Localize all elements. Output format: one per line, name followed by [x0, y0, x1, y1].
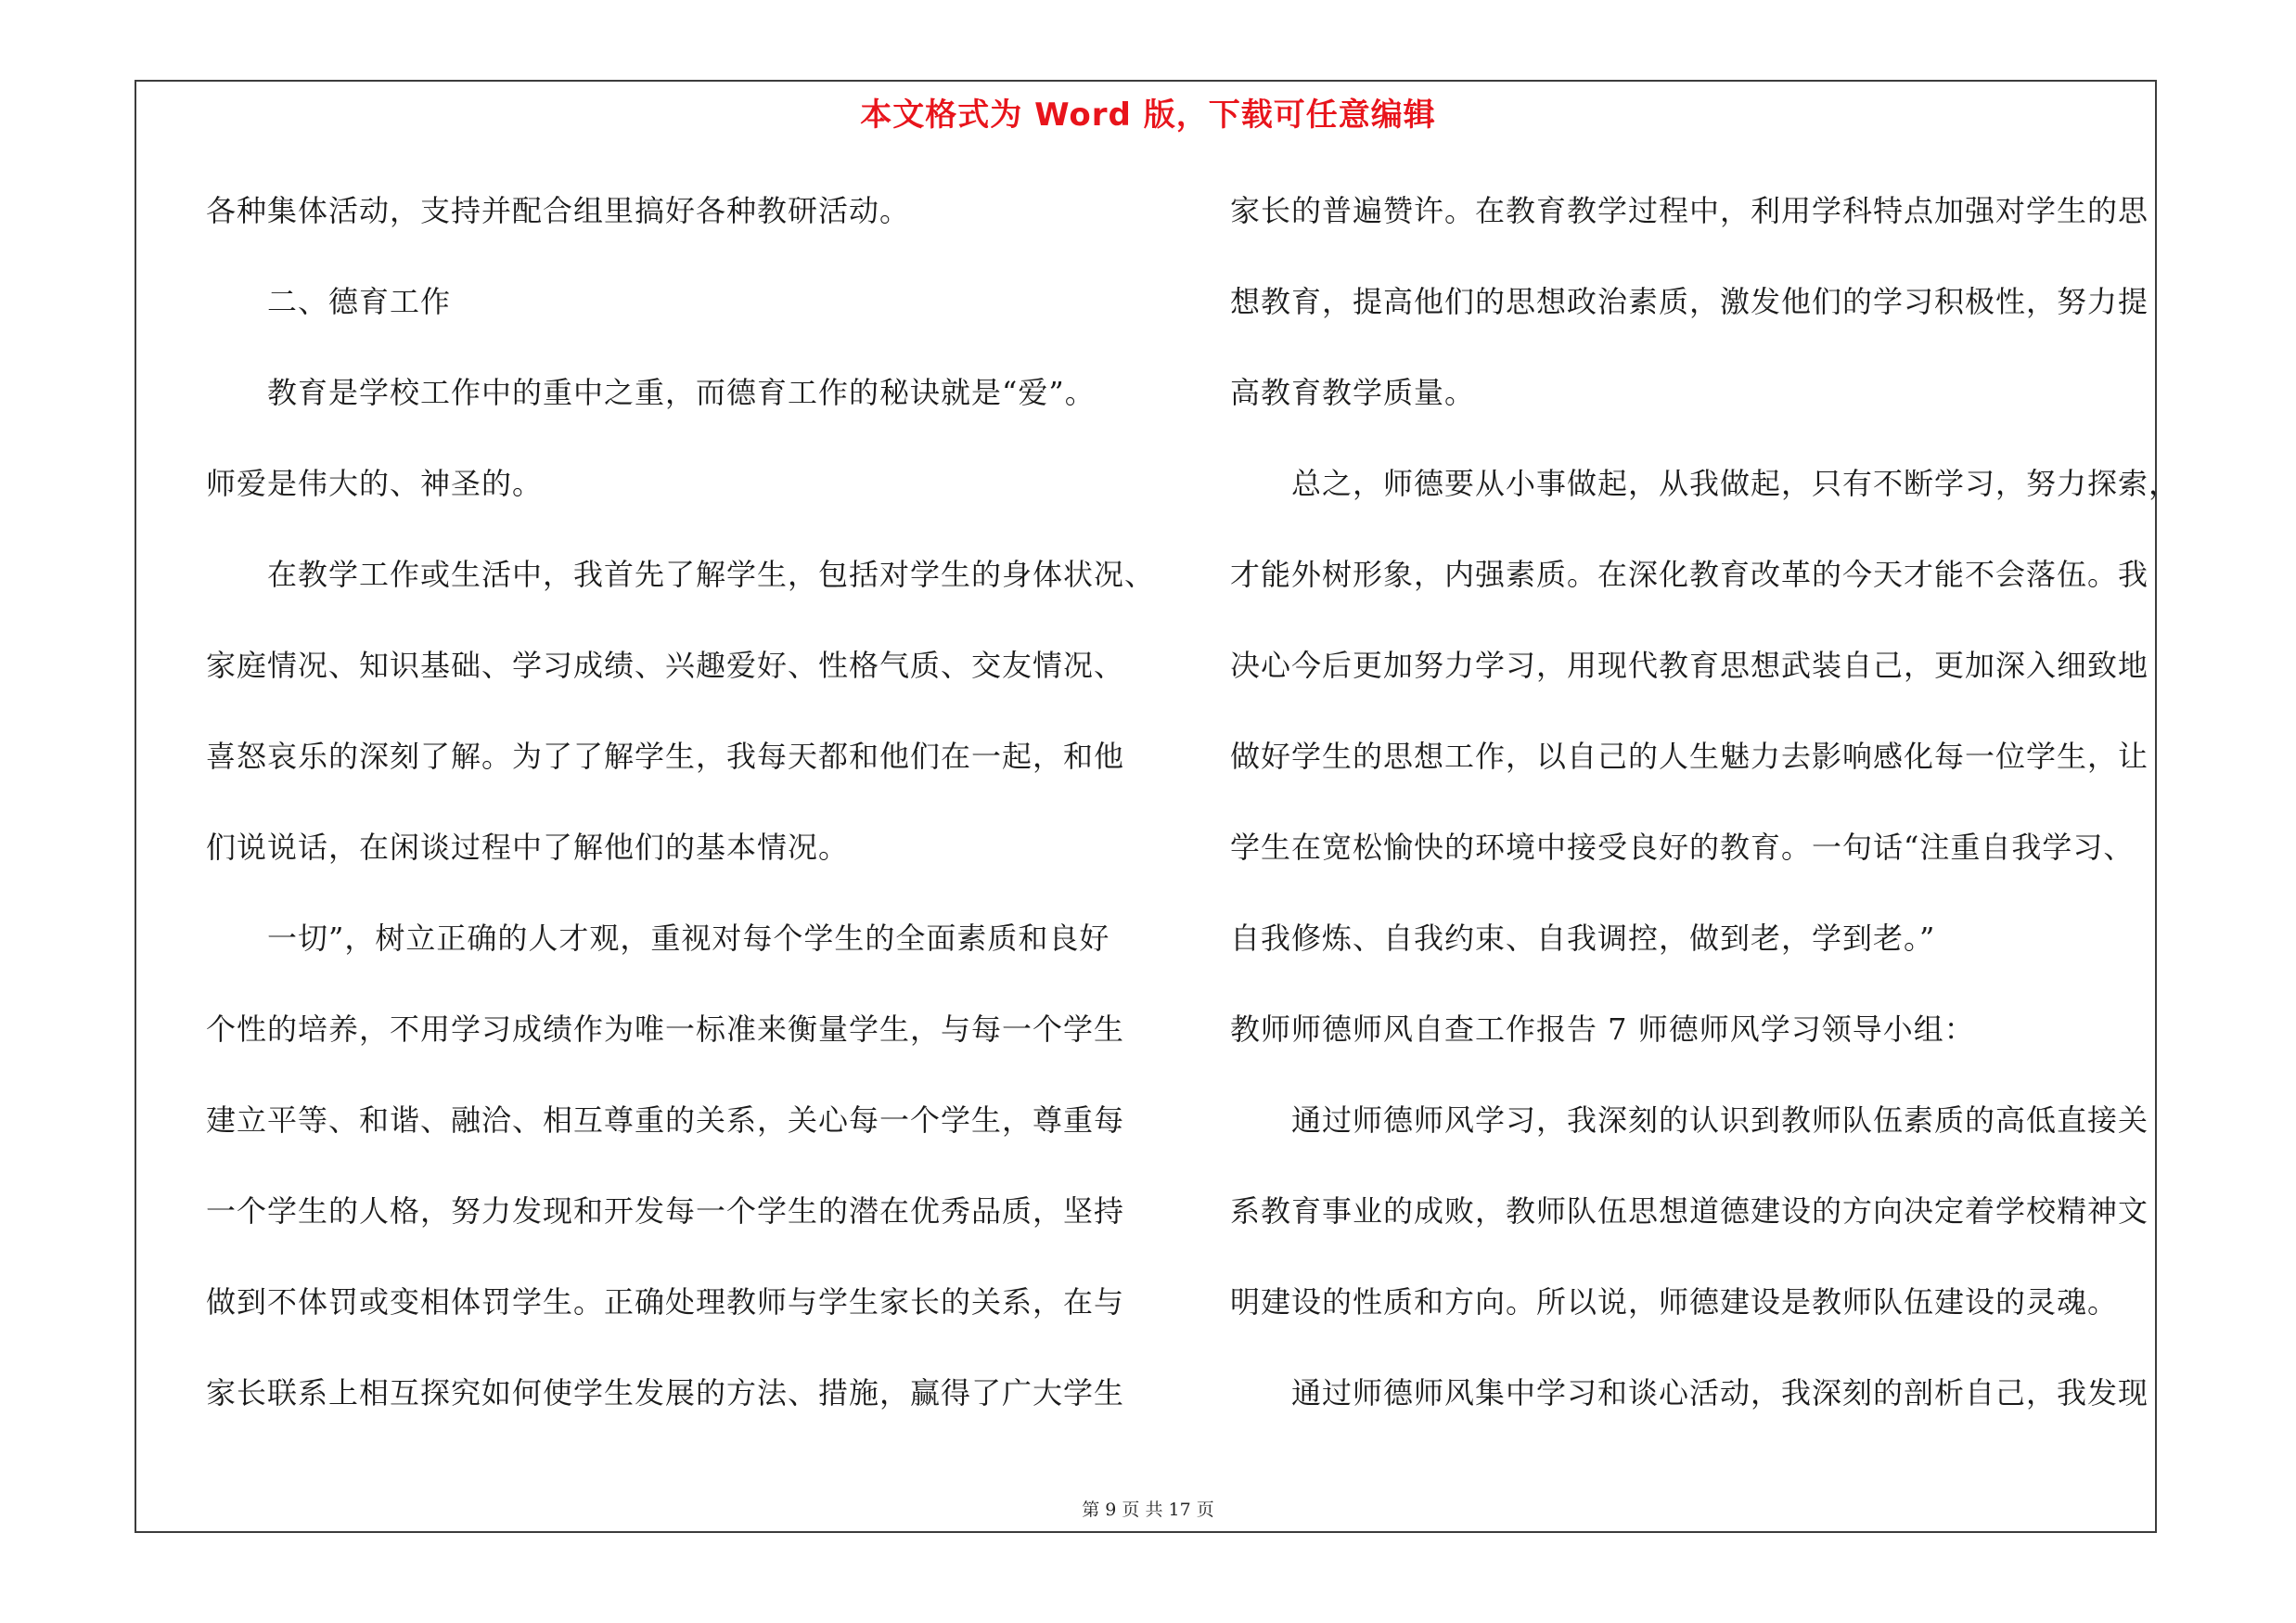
right-column-text-line: 系教育事业的成败，教师队伍思想道德建设的方向决定着学校精神文	[1230, 1193, 2149, 1229]
right-column-text-line: 决心今后更加努力学习，用现代教育思想武装自己，更加深入细致地	[1230, 648, 2149, 683]
left-column-text-line: 喜怒哀乐的深刻了解。为了了解学生，我每天都和他们在一起，和他	[206, 739, 1125, 774]
left-column-text-line: 做到不体罚或变相体罚学生。正确处理教师与学生家长的关系，在与	[206, 1284, 1125, 1320]
right-column-text-line: 高教育教学质量。	[1230, 375, 1476, 410]
right-column-text-line: 通过师德师风学习，我深刻的认识到教师队伍素质的高低直接关	[1291, 1102, 2149, 1138]
left-column	[206, 186, 1156, 1459]
word-format-banner: 本文格式为 Word 版，下载可任意编辑	[860, 97, 1436, 134]
right-column-text-line: 教师师德师风自查工作报告 7 师德师风学习领导小组：	[1230, 1011, 1975, 1047]
right-column-text-line: 学生在宽松愉快的环境中接受良好的教育。一句话“注重自我学习、	[1230, 830, 2135, 865]
right-column-text-line: 总之，师德要从小事做起，从我做起，只有不断学习，努力探索，	[1291, 466, 2180, 501]
right-column-text-line: 做好学生的思想工作，以自己的人生魅力去影响感化每一位学生，让	[1230, 739, 2149, 774]
left-column-text-line: 各种集体活动，支持并配合组里搞好各种教研活动。	[206, 193, 911, 228]
right-column-text-line: 才能外树形象，内强素质。在深化教育改革的今天才能不会落伍。我	[1230, 557, 2149, 592]
page-number-footer: 第 9 页 共 17 页	[1082, 1500, 1214, 1520]
left-column-text-line: 个性的培养，不用学习成绩作为唯一标准来衡量学生，与每一个学生	[206, 1011, 1125, 1047]
right-column-text-line: 家长的普遍赞许。在教育教学过程中，利用学科特点加强对学生的思	[1230, 193, 2149, 228]
left-column-text-line: 家长联系上相互探究如何使学生发展的方法、措施，赢得了广大学生	[206, 1375, 1125, 1410]
left-column-text-line: 家庭情况、知识基础、学习成绩、兴趣爱好、性格气质、交友情况、	[206, 648, 1125, 683]
right-column	[1230, 186, 2180, 1459]
left-column-text-line: 一个学生的人格，努力发现和开发每一个学生的潜在优秀品质，坚持	[206, 1193, 1125, 1229]
left-column-text-line: 师爱是伟大的、神圣的。	[206, 466, 544, 501]
left-column-text-line: 教育是学校工作中的重中之重，而德育工作的秘诀就是“爱”。	[267, 375, 1096, 410]
right-column-text-line: 明建设的性质和方向。所以说，师德建设是教师队伍建设的灵魂。	[1230, 1284, 2119, 1320]
left-column-text-line: 一切”，树立正确的人才观，重视对每个学生的全面素质和良好	[267, 921, 1110, 956]
right-column-text-line: 通过师德师风集中学习和谈心活动，我深刻的剖析自己，我发现	[1291, 1375, 2149, 1410]
left-column-text-line: 们说说话，在闲谈过程中了解他们的基本情况。	[206, 830, 850, 865]
right-column-text-line: 想教育，提高他们的思想政治素质，激发他们的学习积极性，努力提	[1230, 284, 2149, 319]
left-column-text-line: 建立平等、和谐、融洽、相互尊重的关系，关心每一个学生，尊重每	[206, 1102, 1125, 1138]
left-column-text-line: 在教学工作或生活中，我首先了解学生，包括对学生的身体状况、	[267, 557, 1156, 592]
left-column-text-line: 二、德育工作	[267, 284, 452, 319]
right-column-text-line: 自我修炼、自我约束、自我调控，做到老，学到老。”	[1230, 921, 1936, 956]
